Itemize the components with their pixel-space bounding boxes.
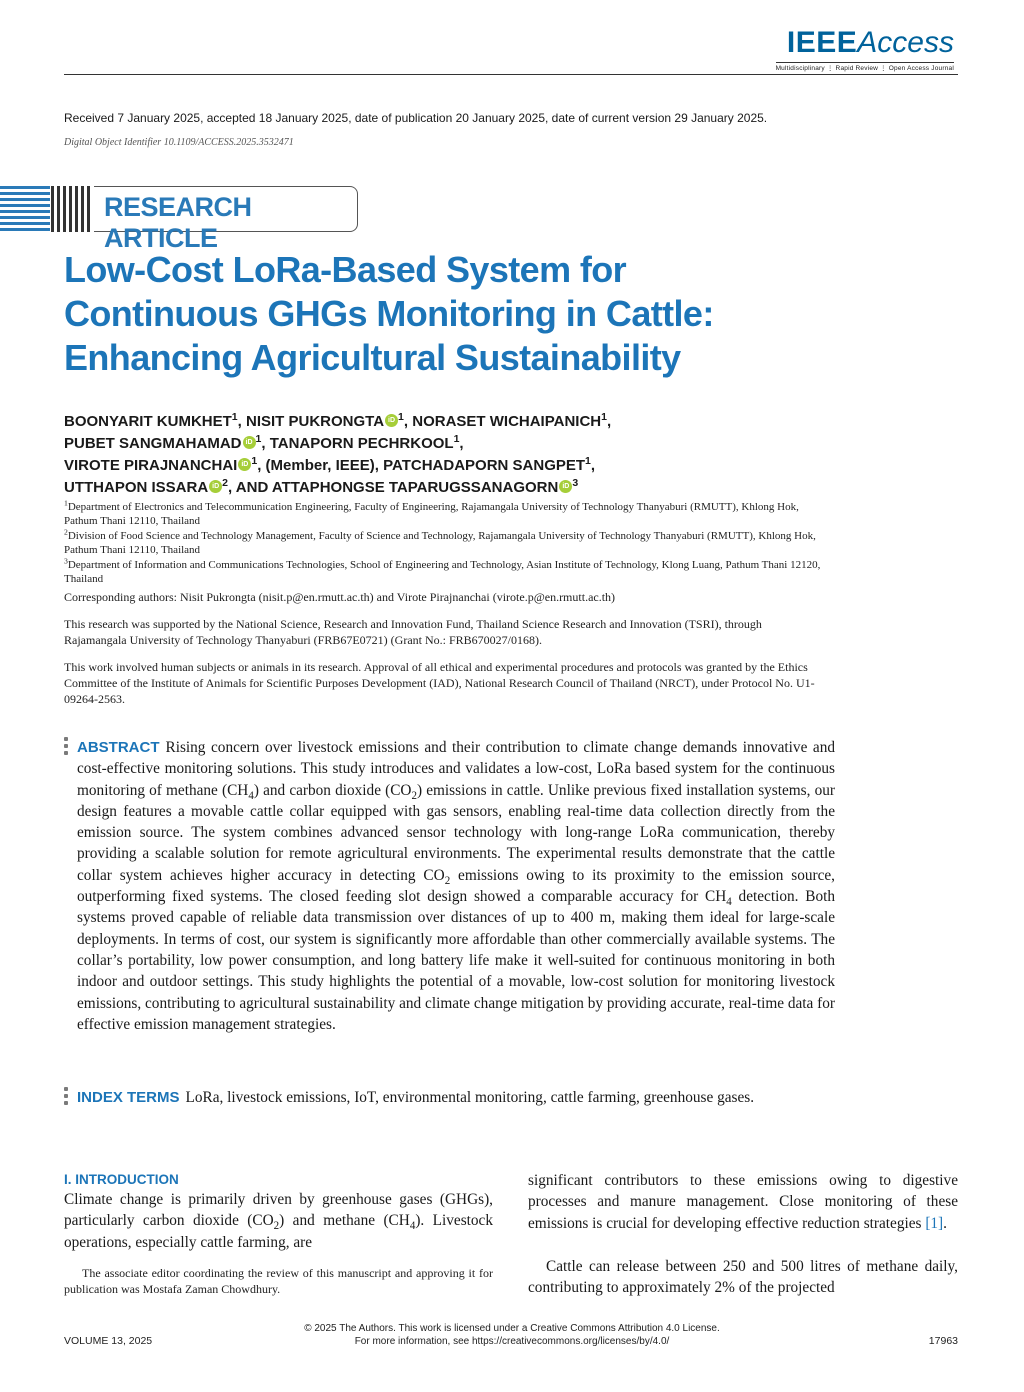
volume-info: VOLUME 13, 2025	[64, 1335, 153, 1347]
section-heading-introduction: I. INTRODUCTION	[64, 1172, 179, 1187]
logo-tagline: Multidisciplinary ⋮ Rapid Review ⋮ Open Access Journal	[776, 62, 954, 72]
orcid-icon[interactable]: iD	[559, 480, 572, 493]
member-grade: (Member, IEEE)	[265, 457, 375, 474]
affiliation-marker: 1	[231, 411, 238, 423]
doi-line: Digital Object Identifier 10.1109/ACCESS.2025.3532471	[64, 137, 294, 148]
header-divider	[64, 74, 958, 75]
logo-access-text: Access	[857, 26, 954, 59]
orcid-icon[interactable]: iD	[385, 414, 398, 427]
license-footer	[0, 1322, 1024, 1348]
logo-ieee-text: IEEE	[786, 26, 858, 59]
author-name: BOONYARIT KUMKHET	[64, 413, 232, 430]
author-name: TANAPORN PECHRKOOL	[269, 435, 454, 452]
publication-dates: Received 7 January 2025, accepted 18 January 2025, date of publication 20 January 2025, date of current version 29 January 2025.	[64, 111, 768, 125]
orcid-icon[interactable]: iD	[243, 436, 256, 449]
editor-footnote: The associate editor coordinating the review of this manuscript and approving it for publication was Mostafa Zaman Chowdhury.	[64, 1266, 493, 1296]
corresponding-authors: Corresponding authors: Nisit Pukrongta (nisit.p@en.rmutt.ac.th) and Virote Pirajnanchai (virote.p@en.rmutt.ac.th)	[64, 590, 616, 604]
author-name: PATCHADAPORN SANGPET	[383, 457, 586, 474]
intro-paragraph: significant contributors to these emissions owing to digestive processes and manure management. Close monitoring of these emissions is crucial for developing effective reduction strategies [1].	[528, 1172, 958, 1232]
author-list: BOONYARIT KUMKHET$^1$, NISIT PUKRONGTA iD $^1$, NORASET WICHAIPANICH$^1$, PUBET SANGMAHAMAD iD $^1$, TANAPORN PECHRKOOL$^1$, VIROTE PIRAJNANCHAI iD $^1$, (Member, IEEE), PATCHADAPORN SANGPET$^1$, UTTHAPON ISSARA iD $^2$, AND ATTAPHONGSE TAPARUGSSANAGORN iD $^3$	[64, 411, 612, 496]
author-name: VIROTE PIRAJNANCHAI	[64, 457, 238, 474]
affiliation-item: $^3$Department of Information and Communications Technologies, School of Engineering and Technology, Asian Institute of Technology, Klong Luang, Pathum Thani 12120, Thailand	[64, 556, 821, 585]
affiliations	[64, 500, 824, 587]
index-terms-marker-icon	[64, 1087, 68, 1108]
index-terms-label: INDEX TERMS	[77, 1089, 180, 1106]
and-word: AND	[235, 479, 269, 496]
ethics-statement: This work involved human subjects or animals in its research. Approval of all ethical and experimental procedures and protocols was granted by the Ethics Committee of the Institute of Animals for Scientific Purposes Development (IAD), National Research Council of Thailand (NRCT), under Protocol No. U1-09264-2563.	[64, 660, 815, 706]
orcid-icon[interactable]: iD	[209, 480, 222, 493]
banner-bars	[51, 186, 91, 232]
abstract: ABSTRACT Rising concern over livestock emissions and their contribution to climate change demands innovative and cost-effective monitoring solutions. This study introduces and validates a low-cost, LoRa based system for the continuous monitoring of methane $(CH_4)$ and carbon dioxide $(CO_2)$ emissions in cattle. Unlike previous fixed installation systems, our design features a movable cattle collar equipped with gas sensors, enabling real-time data collection directly from the emission source. The system combines advanced sensor technology with long-range LoRa communication, thereby providing a scalable solution for remote agricultural environments. The experimental results demonstrate that the cattle collar system achieves higher accuracy in detecting $CO_2$ emissions owing to its proximity to the emission source, outperforming fixed systems. The closed feeding slot design showed a comparable accuracy for $CH_4$ detection. Both systems proved capable of reliable data transmission over distances of up to 400 m, making them ideal for large-scale deployments. In terms of cost, our system is significantly more affordable than other commercially available systems. The collar’s portability, low power consumption, and long battery life make it well-suited for continuous monitoring in both indoor and outdoor settings. This study highlights the potential of a movable, low-cost solution for monitoring livestock emissions, contributing to agricultural sustainability and climate change mitigation by providing accurate, real-time data for effective emission management strategies.	[77, 739, 836, 1033]
author-name: ATTAPHONGSE TAPARUGSSANAGORN	[271, 479, 559, 496]
author-name: PUBET SANGMAHAMAD	[64, 435, 242, 452]
paper-title: Low-Cost LoRa-Based System for Continuous GHGs Monitoring in Cattle: Enhancing Agricultural Sustainability	[64, 249, 714, 378]
orcid-icon[interactable]: iD	[238, 458, 251, 471]
affiliation-marker: 1	[601, 411, 607, 423]
index-terms: INDEX TERMS LoRa, livestock emissions, IoT, environmental monitoring, cattle farming, greenhouse gases.	[77, 1089, 755, 1106]
affiliation-marker: 1	[398, 411, 404, 423]
funding-statement: This research was supported by the National Science, Research and Innovation Fund, Thailand Science Research and Innovation (TSRI), through Rajamangala University of Technology Thanyaburi (FRB67E0721) (Grant No.: FRB670027/0168).	[64, 617, 762, 647]
abstract-label: ABSTRACT	[77, 739, 160, 756]
affiliation-item: $^1$Department of Electronics and Telecommunication Engineering, Faculty of Engineering, Rajamangala University of Technology Thanyaburi (RMUTT), Khlong Hok, Pathum Thani 12110, Thailand	[64, 498, 799, 527]
author-name: NORASET WICHAIPANICH	[412, 413, 602, 430]
affiliation-marker: 3	[572, 477, 579, 489]
affiliation-marker: 1	[255, 433, 262, 445]
intro-paragraph: Climate change is primarily driven by greenhouse gases (GHGs), particularly carbon dioxide $(CO_2)$ and methane $(CH_4)$. Livestock operations, especially cattle farming, are	[64, 1191, 493, 1251]
ieee-access-logo	[776, 26, 954, 72]
license-link[interactable]: For more information, see https://creativecommons.org/licenses/by/4.0/	[354, 1336, 670, 1347]
page-number: 17963	[928, 1335, 958, 1347]
research-article-banner	[0, 186, 360, 253]
abstract-marker-icon	[64, 737, 68, 758]
affiliation-marker: 2	[222, 477, 229, 489]
affiliation-marker: 1	[251, 455, 258, 467]
intro-paragraph: Cattle can release between 250 and 500 litres of methane daily, contributing to approximately 2% of the projected	[528, 1258, 958, 1297]
banner-stripes	[0, 186, 50, 232]
banner-label: RESEARCH ARTICLE	[104, 192, 252, 253]
author-name: NISIT PUKRONGTA	[245, 413, 385, 430]
author-name: UTTHAPON ISSARA	[64, 479, 209, 496]
affiliation-marker: 1	[453, 433, 460, 445]
affiliation-marker: 1	[585, 455, 591, 467]
license-line: © 2025 The Authors. This work is licensed under a Creative Commons Attribution 4.0 License.	[304, 1323, 720, 1334]
affiliation-item: $^2$Division of Food Science and Technology Management, Faculty of Science and Technology, Rajamangala University of Technology Thanyaburi (RMUTT), Khlong Hok, Pathum Thani 12110, Thailand	[64, 527, 816, 556]
citation-link[interactable]: [1]	[925, 1214, 944, 1232]
